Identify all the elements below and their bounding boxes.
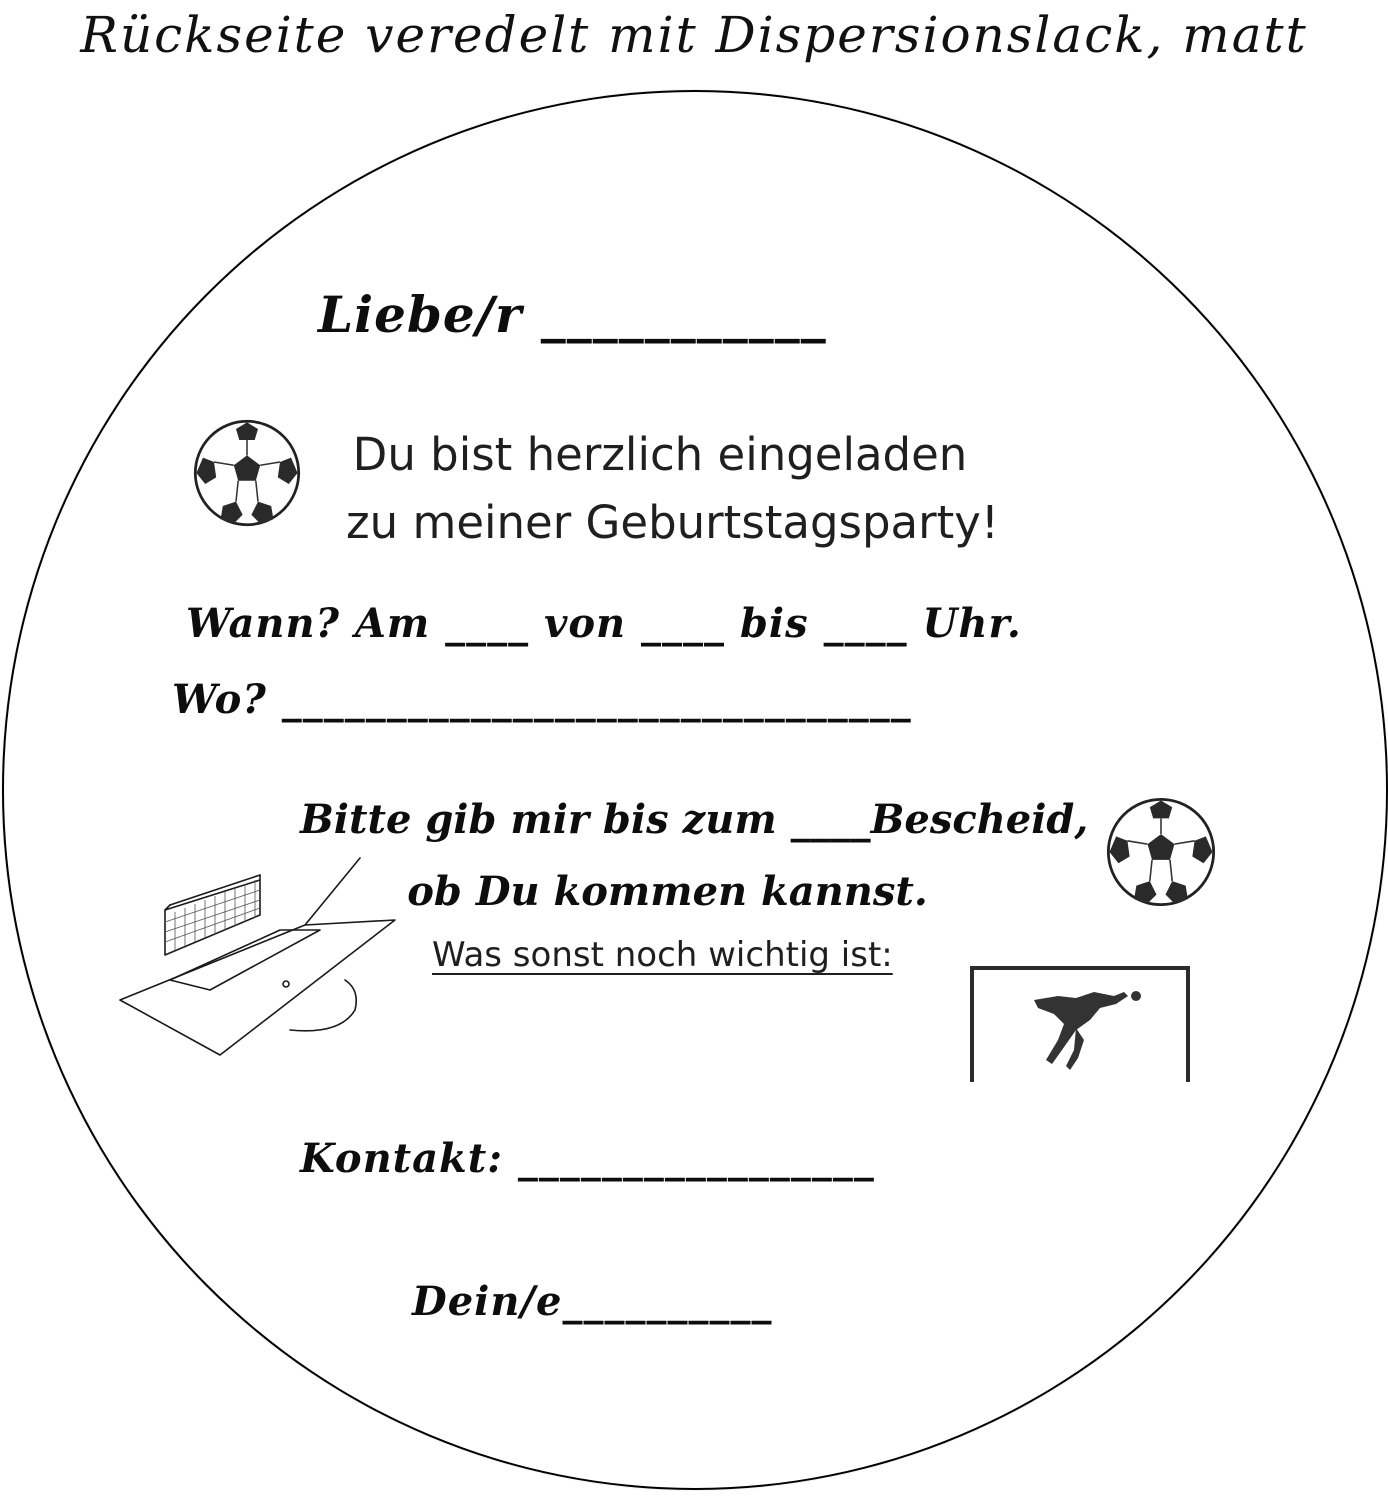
when-line: Wann? Am ____ von ____ bis ____ Uhr. [186,600,1022,647]
signature-line: Dein/e__________ [412,1278,773,1325]
header-caption: Rückseite veredelt mit Dispersionslack, matt [80,6,1308,64]
goalkeeper-in-goal-icon [966,962,1194,1084]
soccer-ball-icon [192,418,302,528]
invitation-line-2: zu meiner Geburtstagsparty! [346,496,999,549]
soccer-ball-icon [1105,796,1217,908]
soccer-pitch-sketch-icon [110,850,400,1060]
invitation-line-1: Du bist herzlich eingeladen [352,428,968,481]
greeting-line: Liebe/r ___________ [318,285,827,344]
other-info-label: Was sonst noch wichtig ist: [432,935,893,975]
rsvp-line-1: Bitte gib mir bis zum ____Bescheid, [300,796,1089,843]
where-line: Wo? ______________________________ [172,676,912,723]
rsvp-line-2: ob Du kommen kannst. [407,868,928,915]
contact-line: Kontakt: _________________ [300,1135,875,1182]
